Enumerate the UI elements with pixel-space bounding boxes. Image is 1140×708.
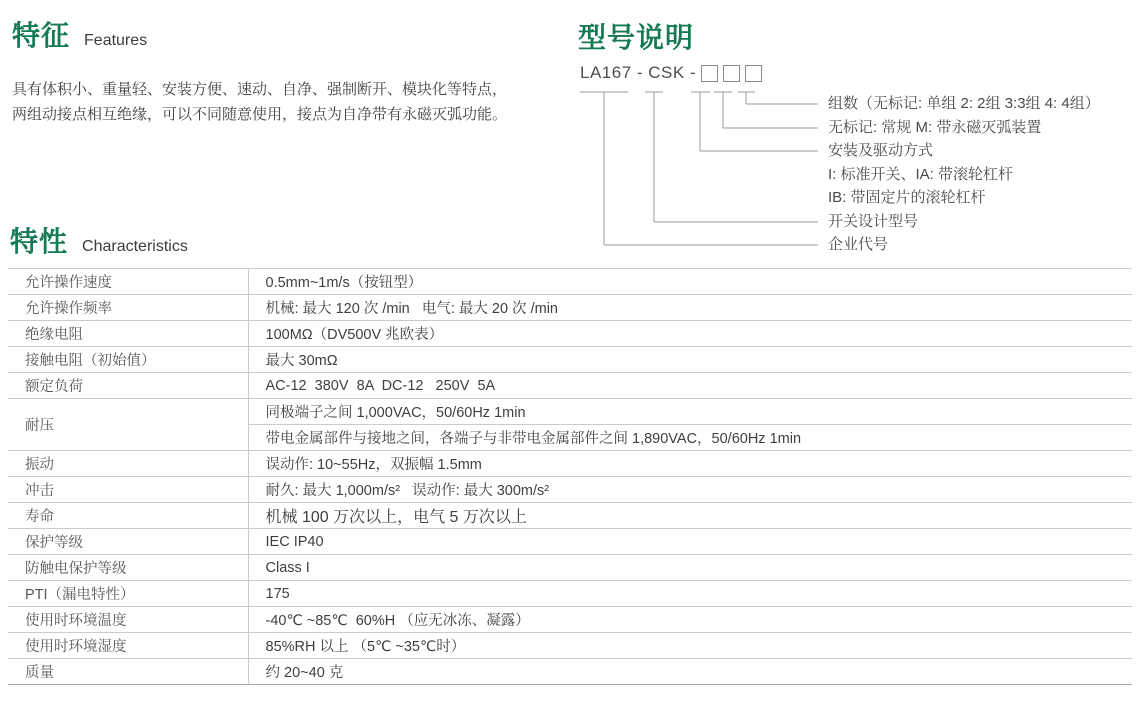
table-row xyxy=(8,503,1132,529)
table-row xyxy=(8,373,1132,399)
row-label: 允许操作频率 xyxy=(8,295,248,321)
model-code xyxy=(580,63,762,83)
row-label: 寿命 xyxy=(8,503,248,529)
row-label: 使用时环境湿度 xyxy=(8,633,248,659)
row-label: 防触电保护等级 xyxy=(8,555,248,581)
row-label: 额定负荷 xyxy=(8,373,248,399)
row-value: 耐久: 最大 1,000m/s² 误动作: 最大 300m/s² xyxy=(248,477,1132,503)
model-label-roller-lever: IB: 带固定片的滚轮杠杆 xyxy=(828,189,986,206)
characteristics-heading xyxy=(10,220,188,260)
row-value: -40℃ ~85℃ 60%H （应无冰冻、凝露） xyxy=(248,607,1132,633)
row-value: 约 20~40 克 xyxy=(248,659,1132,685)
row-value: Class I xyxy=(248,555,1132,581)
model-label-groups: 组数（无标记: 单组 2: 2组 3:3组 4: 4组） xyxy=(828,95,1100,112)
row-value: 0.5mm~1m/s（按钮型） xyxy=(248,269,1132,295)
model-leader-lines xyxy=(575,88,825,253)
features-heading xyxy=(12,14,147,54)
table-row xyxy=(8,555,1132,581)
row-label: 质量 xyxy=(8,659,248,685)
characteristics-title-zh: 特性 xyxy=(10,226,69,257)
row-value: AC-12 380V 8A DC-12 250V 5A xyxy=(248,373,1132,399)
model-label-company-code: 企业代号 xyxy=(828,236,889,253)
table-row xyxy=(8,269,1132,295)
model-label-design-number: 开关设计型号 xyxy=(828,213,919,230)
model-code-box-1 xyxy=(701,65,718,82)
model-title-zh: 型号说明 xyxy=(578,22,695,53)
row-value: 100MΩ（DV500V 兆欧表） xyxy=(248,321,1132,347)
row-label: 绝缘电阻 xyxy=(8,321,248,347)
model-code-prefix: LA167 - CSK - xyxy=(580,63,697,82)
model-label-switch-types: I: 标准开关、IA: 带滚轮杠杆 xyxy=(828,166,1014,183)
table-row xyxy=(8,607,1132,633)
row-value: 175 xyxy=(248,581,1132,607)
features-description xyxy=(12,78,552,127)
row-value: 误动作: 10~55Hz，双振幅 1.5mm xyxy=(248,451,1132,477)
row-label: 保护等级 xyxy=(8,529,248,555)
row-value: 机械: 最大 120 次 /min 电气: 最大 20 次 /min xyxy=(248,295,1132,321)
row-label: 使用时环境温度 xyxy=(8,607,248,633)
row-label: PTI（漏电特性） xyxy=(8,581,248,607)
row-value: 85%RH 以上 （5℃ ~35℃时） xyxy=(248,633,1132,659)
table-row xyxy=(8,451,1132,477)
table-row xyxy=(8,347,1132,373)
model-code-box-3 xyxy=(745,65,762,82)
characteristics-table xyxy=(8,268,1132,685)
table-row xyxy=(8,581,1132,607)
row-value: 最大 30mΩ xyxy=(248,347,1132,373)
characteristics-title-en: Characteristics xyxy=(82,238,188,255)
table-row xyxy=(8,633,1132,659)
row-value: 带电金属部件与接地之间，各端子与非带电金属部件之间 1,890VAC，50/60Hz 1min xyxy=(248,425,1132,451)
table-row xyxy=(8,321,1132,347)
row-label: 振动 xyxy=(8,451,248,477)
model-label-arc-device: 无标记: 常规 M: 带永磁灭弧装置 xyxy=(828,119,1042,136)
table-row xyxy=(8,399,1132,425)
features-title-en: Features xyxy=(84,32,148,49)
row-label: 冲击 xyxy=(8,477,248,503)
row-label: 耐压 xyxy=(8,399,248,451)
row-value: 机械 100 万次以上，电气 5 万次以上 xyxy=(248,503,1132,529)
table-row xyxy=(8,659,1132,685)
row-value: 同极端子之间 1,000VAC，50/60Hz 1min xyxy=(248,399,1132,425)
features-description-line2: 两组动接点相互绝缘，可以不同随意使用，接点为自净带有永磁灭弧功能。 xyxy=(12,105,508,123)
model-heading xyxy=(578,16,694,56)
row-value: IEC IP40 xyxy=(248,529,1132,555)
table-row xyxy=(8,529,1132,555)
model-code-box-2 xyxy=(723,65,740,82)
features-description-line1: 具有体积小、重量轻、安装方便、速动、自净、强制断开、模块化等特点， xyxy=(12,81,508,98)
row-label: 接触电阻（初始值） xyxy=(8,347,248,373)
model-label-mounting: 安装及驱动方式 xyxy=(828,142,934,159)
table-row xyxy=(8,477,1132,503)
row-label: 允许操作速度 xyxy=(8,269,248,295)
features-title-zh: 特征 xyxy=(12,20,71,51)
table-row xyxy=(8,295,1132,321)
